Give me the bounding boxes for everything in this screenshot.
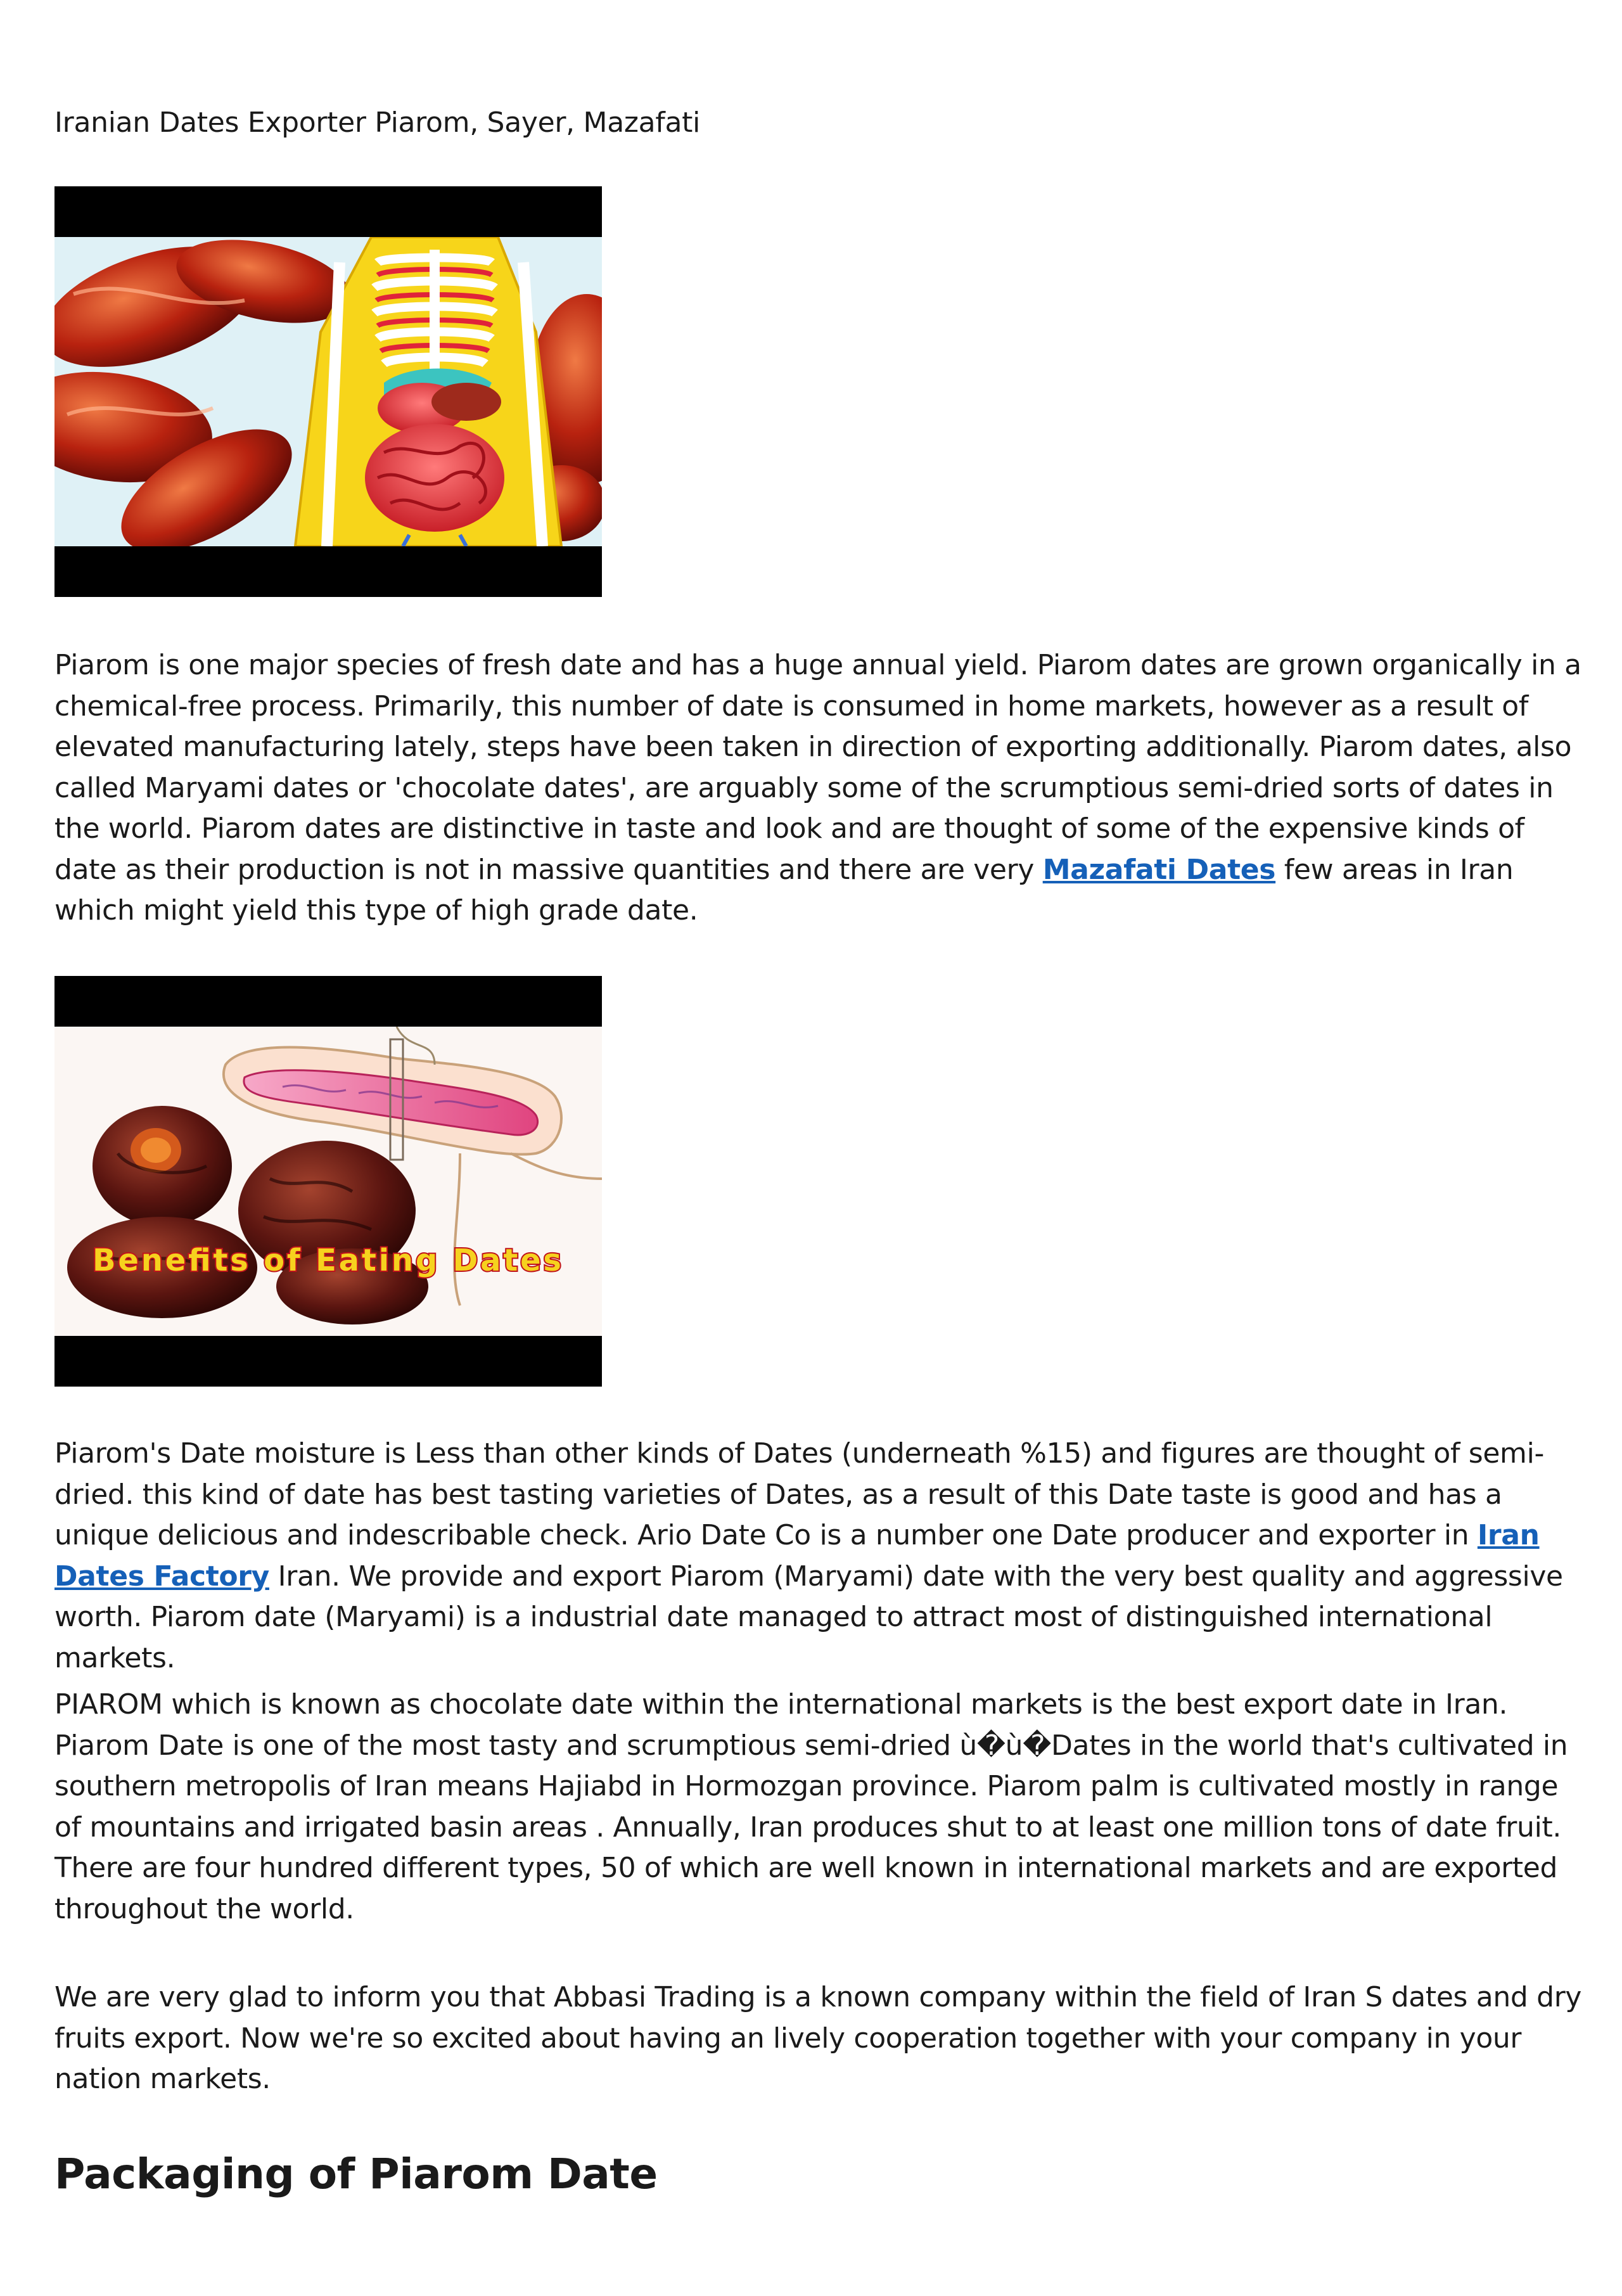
mazafati-dates-link[interactable]: Mazafati Dates bbox=[1042, 853, 1276, 886]
benefits-of-dates-illustration bbox=[54, 1027, 602, 1336]
paragraph-text: Piarom's Date moisture is Less than other kinds of Dates (underneath %15) and figures are thought of semi-dried. this kind of date has best tasting varieties of Dates, as a result of this Date taste is good and has a unique delicious and indescribable check. Ario Date Co is a number one Date producer and exporter in bbox=[54, 1437, 1544, 1551]
iran-dates-factory-link[interactable]: Iran Dates Factory bbox=[54, 1519, 1540, 1593]
dates-anatomy-illustration bbox=[54, 237, 602, 546]
paragraph-chocolate-date: PIAROM which is known as chocolate date within the international markets is the best export date in Iran. Piarom Date is one of the most tasty and scrumptious semi-dried ù�ù�Dates in the world that's cultivated in southern metropolis of Iran means Hajiabd in Hormozgan province. Piarom palm is cultivated mostly in range of mountains and irrigated basin areas . Annually, Iran produces shut to at least one million tons of date fruit. There are four hundred different types, 50 of which are well known in international markets and are exported throughout the world. bbox=[54, 1688, 1568, 1925]
image-caption-text: Benefits of Eating Dates bbox=[93, 1243, 561, 1278]
paragraph-text: few areas in Iran which might yield this type of high grade date. bbox=[54, 853, 1514, 927]
benefits-of-dates-image bbox=[54, 976, 602, 1387]
paragraph-abbasi-trading: We are very glad to inform you that Abbasi Trading is a known company within the field of Iran S dates and dry fruits export. Now we're so excited about having an lively cooperation together with your company in your nation markets. bbox=[54, 1981, 1582, 2095]
paragraph-piarom-intro bbox=[54, 645, 1588, 932]
paragraph-text: Iran. We provide and export Piarom (Maryami) date with the very best quality and aggressive worth. Piarom date (Maryami) is a industrial date managed to attract most of distinguished international markets. bbox=[54, 1560, 1563, 1674]
dates-anatomy-image bbox=[54, 186, 602, 597]
paragraph-moisture bbox=[54, 1433, 1588, 1679]
section-heading: Packaging of Piarom Date bbox=[54, 2150, 658, 2198]
page-title: Iranian Dates Exporter Piarom, Sayer, Mazafati bbox=[54, 106, 701, 139]
paragraph-text: Piarom is one major species of fresh date and has a huge annual yield. Piarom dates are grown organically in a chemical-free process. Primarily, this number of date is consumed in home markets, however as a result of elevated manufacturing lately, steps have been taken in direction of exporting additionally. Piarom dates, also called Maryami dates or 'chocolate dates', are arguably some of the scrumptious semi-dried sorts of dates in the world. Piarom dates are distinctive in taste and look and are thought of some of the expensive kinds of date as their production is not in massive quantities and there are very bbox=[54, 649, 1581, 886]
